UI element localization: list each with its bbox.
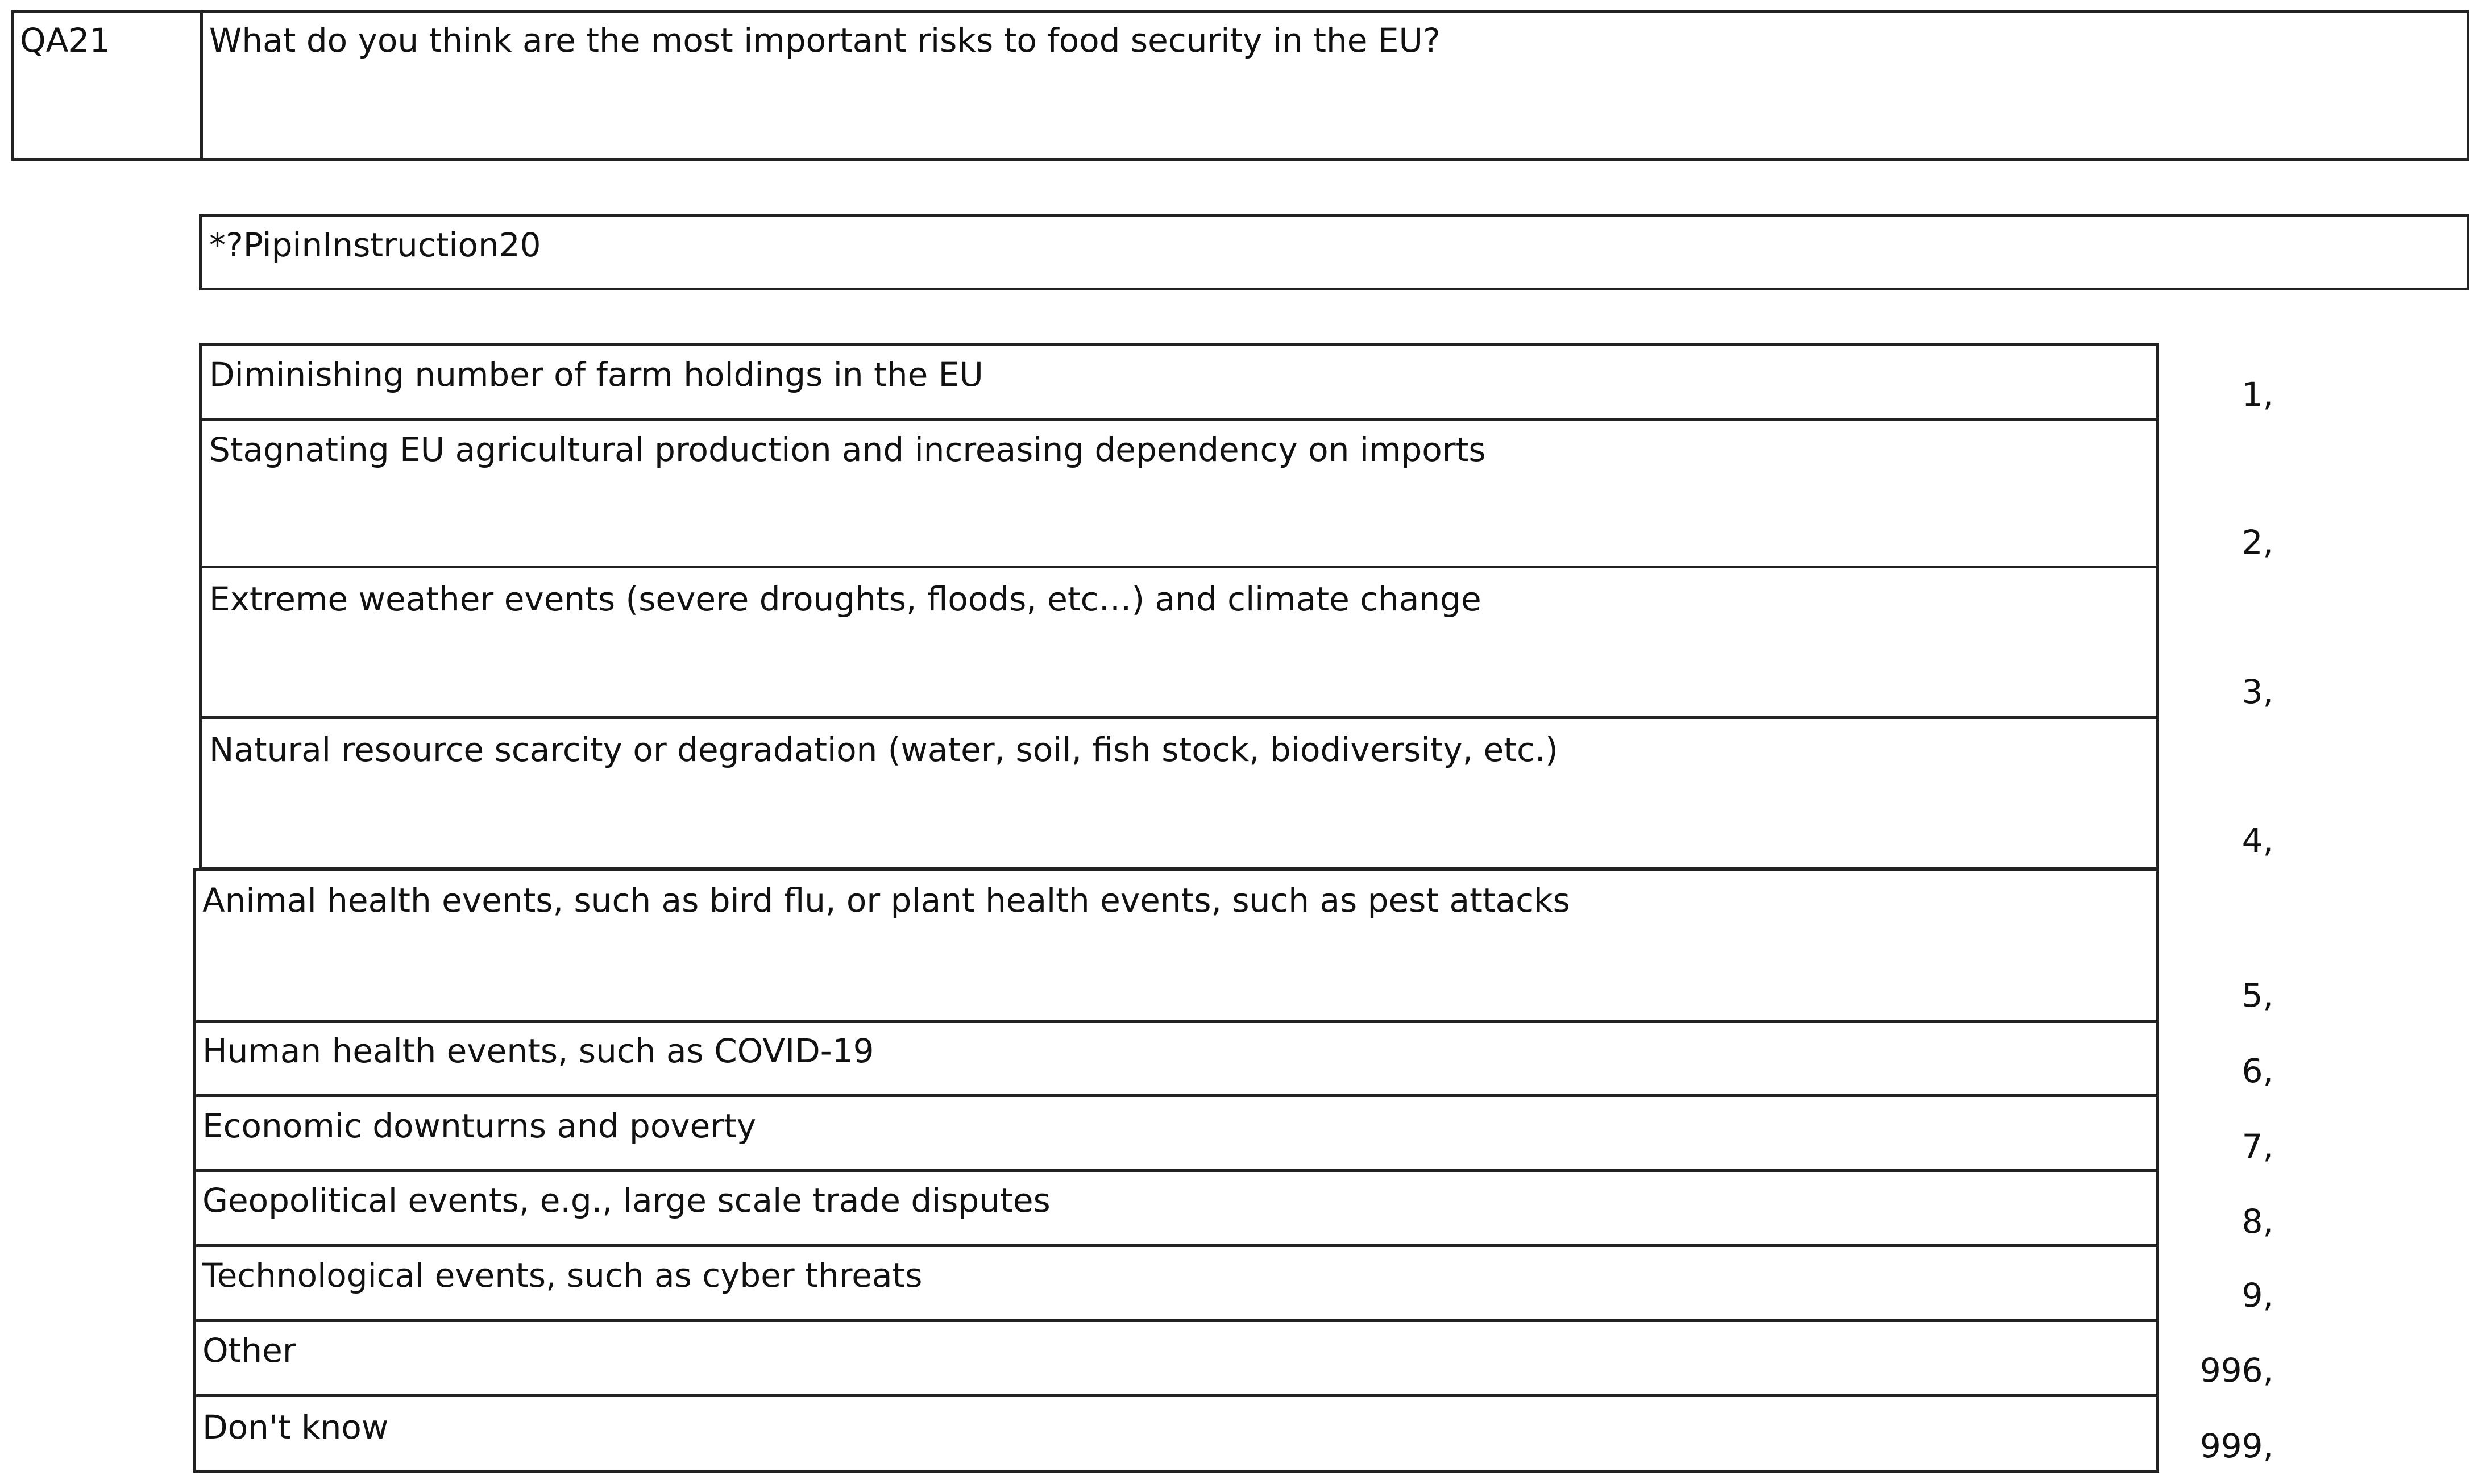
answer-label-6: Human health events, such as COVID-19 — [202, 1032, 874, 1070]
answer-label-7: Economic downturns and poverty — [202, 1107, 757, 1145]
answer-label-1: Diminishing number of farm holdings in the EU — [209, 355, 983, 394]
answer-label-2: Stagnating EU agricultural production and increasing dependency on imports — [209, 430, 1486, 469]
answer-option-11[interactable] — [193, 1394, 2159, 1473]
answer-label-5: Animal health events, such as bird flu, or plant health events, such as pest attacks — [202, 881, 1570, 920]
question-id: QA21 — [20, 21, 111, 60]
answer-code-7: 7, — [2242, 1127, 2273, 1166]
answer-code-11: 999, — [2199, 1427, 2273, 1465]
answer-code-6: 6, — [2242, 1051, 2273, 1090]
answer-code-1: 1, — [2242, 375, 2273, 414]
answer-label-8: Geopolitical events, e.g., large scale trade disputes — [202, 1181, 1051, 1220]
answer-label-4: Natural resource scarcity or degradation (water, soil, fish stock, biodiversity, etc.) — [209, 730, 1558, 769]
answer-code-9: 9, — [2242, 1276, 2273, 1315]
answer-code-3: 3, — [2242, 672, 2273, 711]
answer-label-9: Technological events, such as cyber threats — [202, 1256, 923, 1295]
answer-code-2: 2, — [2242, 523, 2273, 562]
answer-label-10: Other — [202, 1331, 296, 1370]
answer-code-4: 4, — [2242, 821, 2273, 860]
question-text: What do you think are the most important risks to food security in the EU? — [209, 21, 1441, 60]
question-divider — [200, 10, 203, 161]
answer-code-5: 5, — [2242, 976, 2273, 1015]
answer-label-3: Extreme weather events (severe droughts, floods, etc…) and climate change — [209, 580, 1481, 618]
answer-option-10[interactable] — [193, 1319, 2159, 1397]
answer-code-10: 996, — [2199, 1351, 2273, 1390]
instruction-text: *?PipinInstruction20 — [209, 226, 541, 264]
answer-code-8: 8, — [2242, 1202, 2273, 1241]
answer-label-11: Don't know — [202, 1408, 389, 1446]
